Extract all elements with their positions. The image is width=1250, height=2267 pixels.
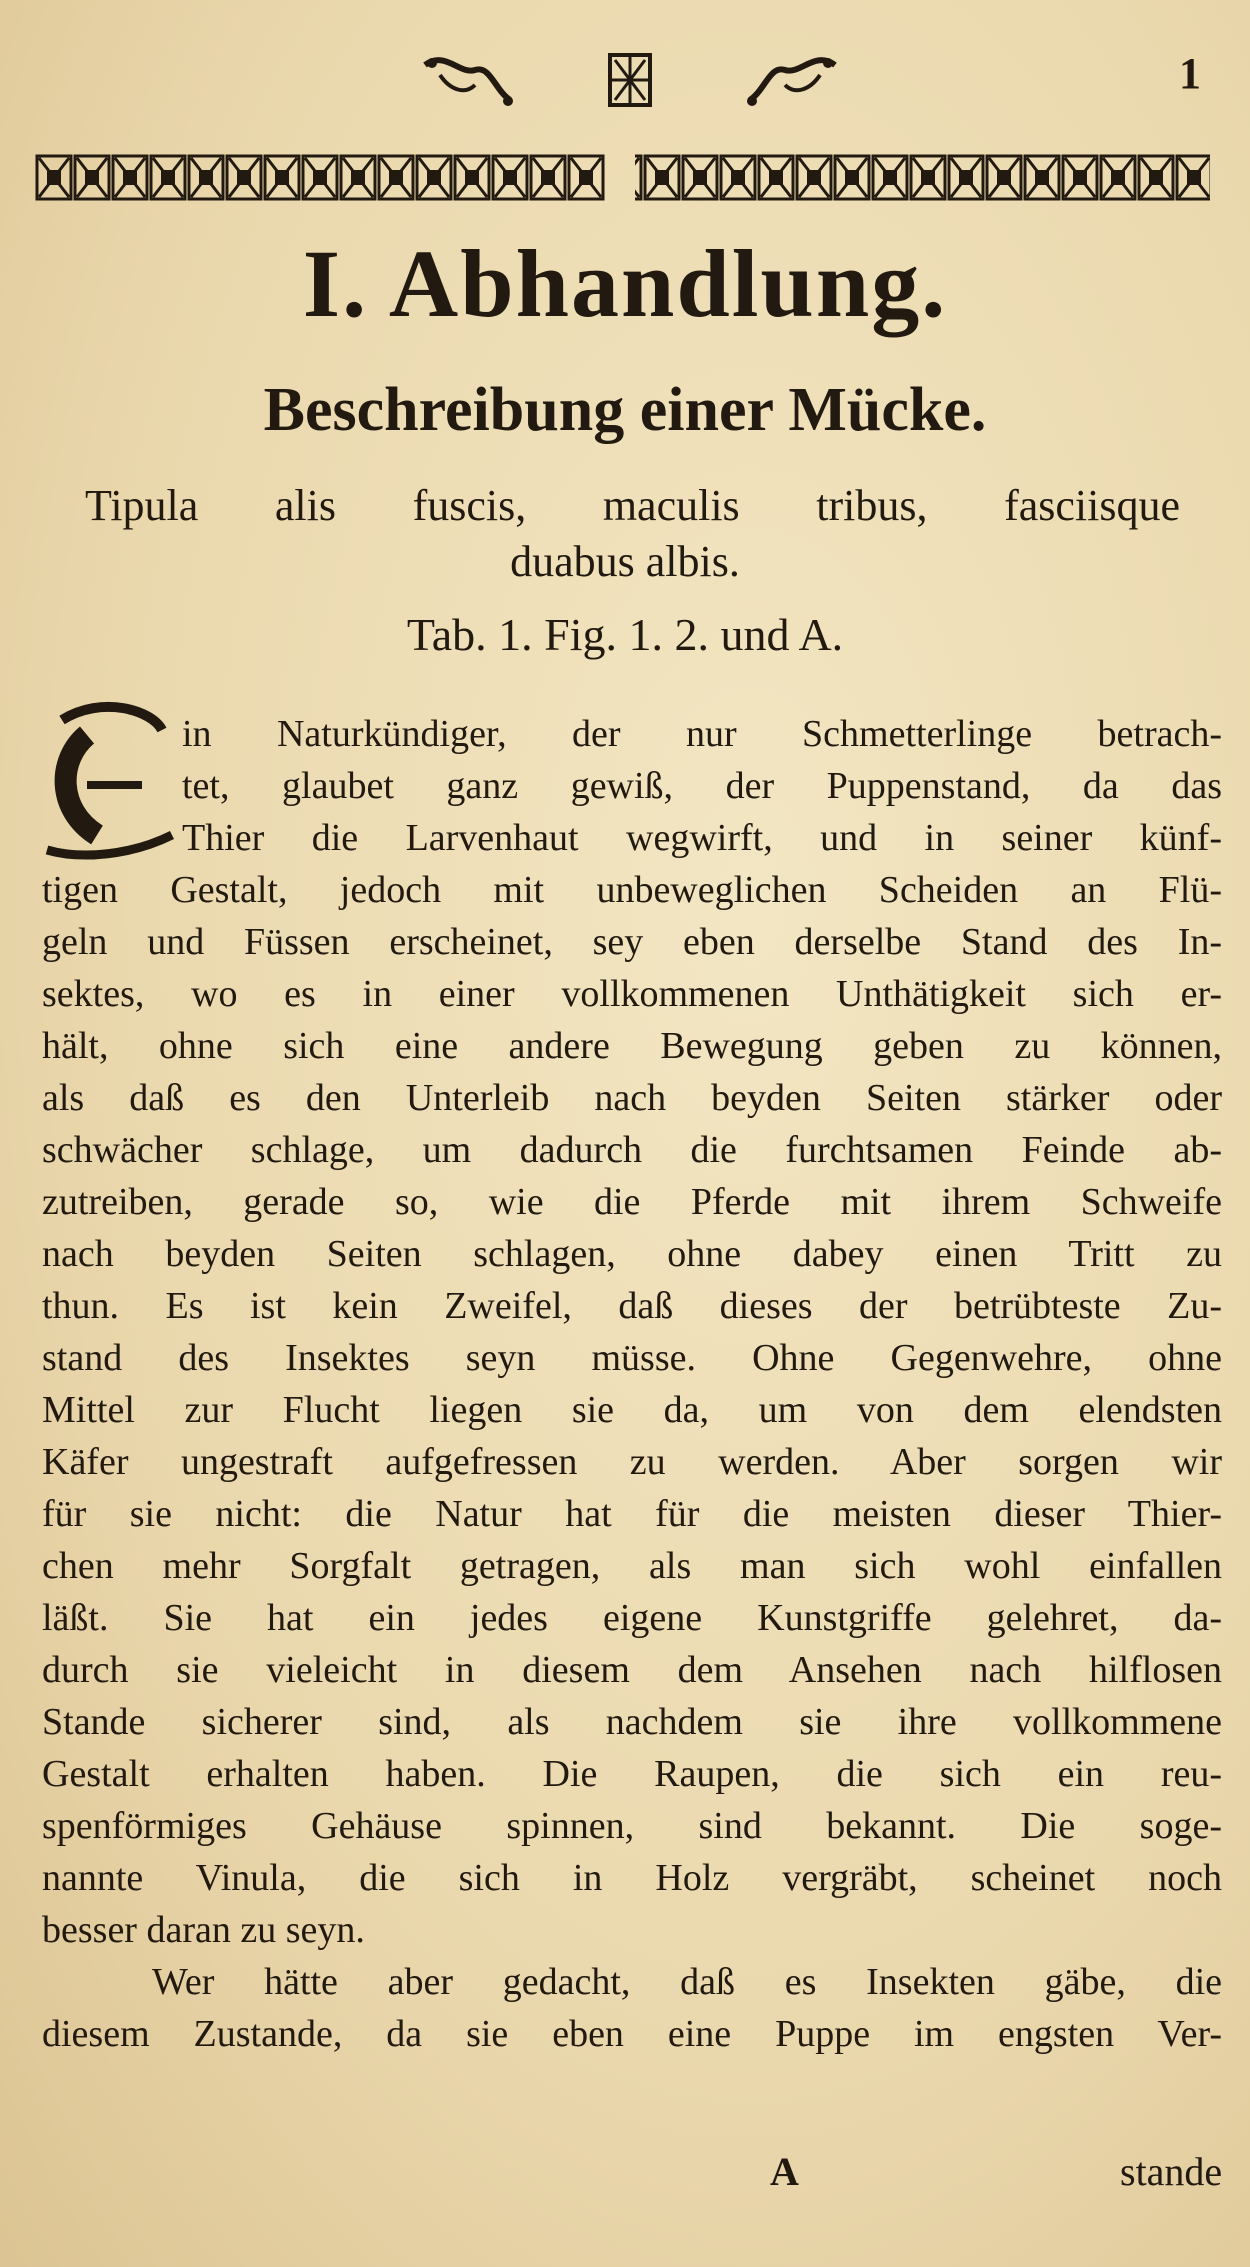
page-subtitle: Beschreibung einer Mücke. bbox=[263, 376, 987, 444]
decorative-border-band bbox=[35, 150, 1210, 205]
text-line: Wer hätte aber gedacht, daß es Insekten gäbe, die bbox=[152, 1961, 1222, 2003]
text-line: als daß es den Unterleib nach beyden Seiten stärker oder bbox=[42, 1077, 1222, 1119]
flourish-center-icon bbox=[600, 45, 660, 115]
text-line: diesem Zustande, da sie eben eine Puppe im engsten Ver- bbox=[42, 2013, 1222, 2055]
flourish-right-icon bbox=[745, 45, 840, 115]
body-text bbox=[42, 708, 1222, 2060]
text-line: schwächer schlage, um dadurch die furchtsamen Feinde ab- bbox=[42, 1129, 1222, 1171]
text-line: stand des Insektes seyn müsse. Ohne Gegenwehre, ohne bbox=[42, 1337, 1222, 1379]
text-line: nach beyden Seiten schlagen, ohne dabey einen Tritt zu bbox=[42, 1233, 1222, 1275]
text-line: Stande sicherer sind, als nachdem sie ihre vollkommene bbox=[42, 1701, 1222, 1743]
text-line: besser daran zu seyn. bbox=[42, 1909, 365, 1951]
latin-line-1: Tipula alis fuscis, maculis tribus, fasciisque bbox=[85, 481, 1180, 530]
text-line: Mittel zur Flucht liegen sie da, um von dem elendsten bbox=[42, 1389, 1222, 1431]
text-line: geln und Füssen erscheinet, sey eben derselbe Stand des In- bbox=[42, 921, 1222, 963]
flourish-left-icon bbox=[420, 45, 515, 115]
plate-reference: Tab. 1. Fig. 1. 2. und A. bbox=[406, 609, 844, 660]
text-line: läßt. Sie hat ein jedes eigene Kunstgriffe gelehret, da- bbox=[42, 1597, 1222, 1639]
svg-text:E: E bbox=[110, 794, 117, 805]
catchword: stande bbox=[1120, 2149, 1223, 2194]
page-title: I. Abhandlung. bbox=[302, 230, 948, 337]
signature-mark: A bbox=[770, 2149, 799, 2194]
text-line: chen mehr Sorgfalt getragen, als man sich wohl einfallen bbox=[42, 1545, 1222, 1587]
text-line: zutreiben, gerade so, wie die Pferde mit ihrem Schweife bbox=[42, 1181, 1222, 1223]
text-line: spenförmiges Gehäuse spinnen, sind bekannt. Die soge- bbox=[42, 1805, 1222, 1847]
text-line: sektes, wo es in einer vollkommenen Unthätigkeit sich er- bbox=[42, 973, 1222, 1015]
text-line: hält, ohne sich eine andere Bewegung geben zu können, bbox=[42, 1025, 1222, 1067]
header-ornament bbox=[420, 40, 840, 120]
text-line: durch sie vieleicht in diesem dem Ansehen nach hilflosen bbox=[42, 1649, 1222, 1691]
page-footer bbox=[0, 2148, 1250, 2208]
text-line: thun. Es ist kein Zweifel, daß dieses der betrübteste Zu- bbox=[42, 1285, 1222, 1327]
latin-line-2: duabus albis. bbox=[510, 537, 740, 586]
text-line: Gestalt erhalten haben. Die Raupen, die sich ein reu- bbox=[42, 1753, 1222, 1795]
text-line: in Naturkündiger, der nur Schmetterlinge betrach- bbox=[182, 713, 1222, 755]
text-line: tet, glaubet ganz gewiß, der Puppenstand, da das bbox=[182, 765, 1222, 807]
page-number: 1 bbox=[1179, 49, 1201, 98]
text-line: tigen Gestalt, jedoch mit unbeweglichen Scheiden an Flü- bbox=[42, 869, 1222, 911]
text-line: Thier die Larvenhaut wegwirft, und in seiner künf- bbox=[182, 817, 1222, 859]
text-line: Käfer ungestraft aufgefressen zu werden. Aber sorgen wir bbox=[42, 1441, 1222, 1483]
text-line: nannte Vinula, die sich in Holz vergräbt, scheinet noch bbox=[42, 1857, 1222, 1899]
text-line: für sie nicht: die Natur hat für die meisten dieser Thier- bbox=[42, 1493, 1222, 1535]
latin-description bbox=[70, 478, 1180, 590]
